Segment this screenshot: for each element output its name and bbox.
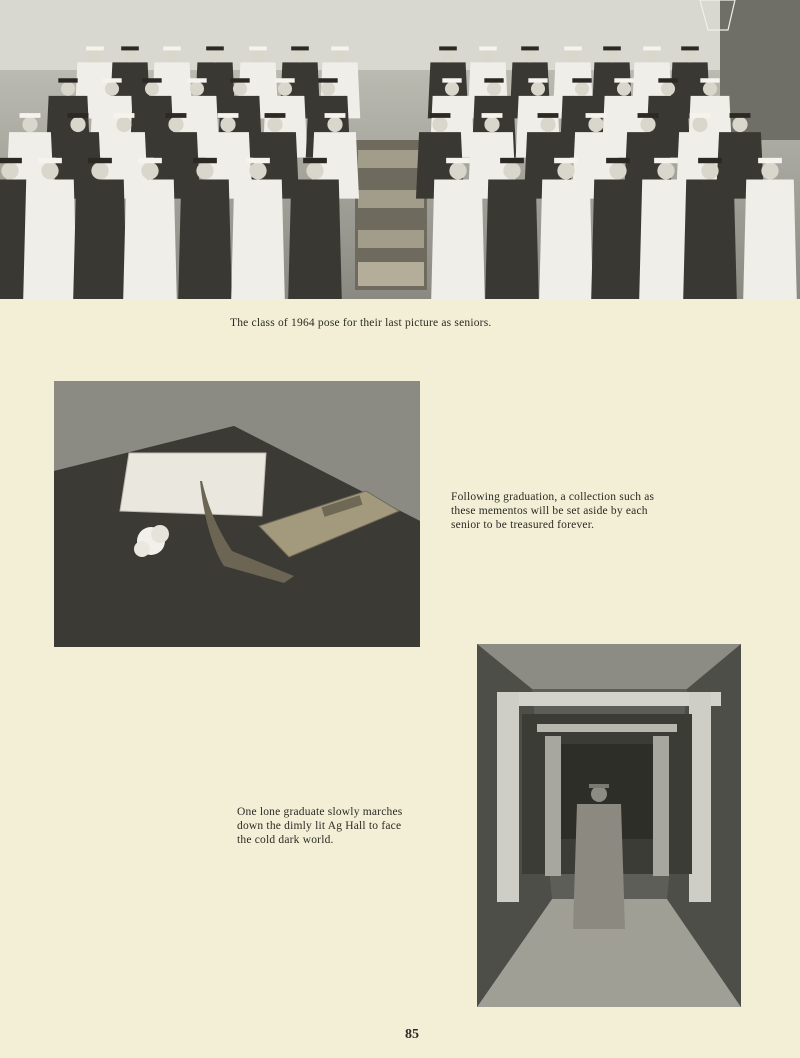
hallway-photo — [477, 644, 741, 1007]
mementos-caption-line: these mementos will be set aside by each — [451, 505, 648, 517]
mementos-photo-image — [54, 381, 420, 647]
hallway-caption-line: down the dimly lit Ag Hall to face — [237, 820, 402, 832]
mementos-caption-line: Following graduation, a collection such as — [451, 491, 655, 503]
class-photo — [0, 0, 800, 299]
mementos-caption — [451, 490, 654, 532]
mementos-photo — [54, 381, 420, 647]
page-number: 85 — [405, 1027, 419, 1042]
hallway-caption-line: the cold dark world. — [237, 834, 334, 846]
class-photo-image — [0, 0, 800, 299]
mementos-caption-line: senior to be treasured forever. — [451, 519, 595, 531]
hallway-caption — [237, 805, 402, 847]
hallway-photo-image — [477, 644, 741, 1007]
hallway-caption-line: One lone graduate slowly marches — [237, 806, 403, 818]
class-photo-caption: The class of 1964 pose for their last picture as seniors. — [230, 317, 492, 329]
